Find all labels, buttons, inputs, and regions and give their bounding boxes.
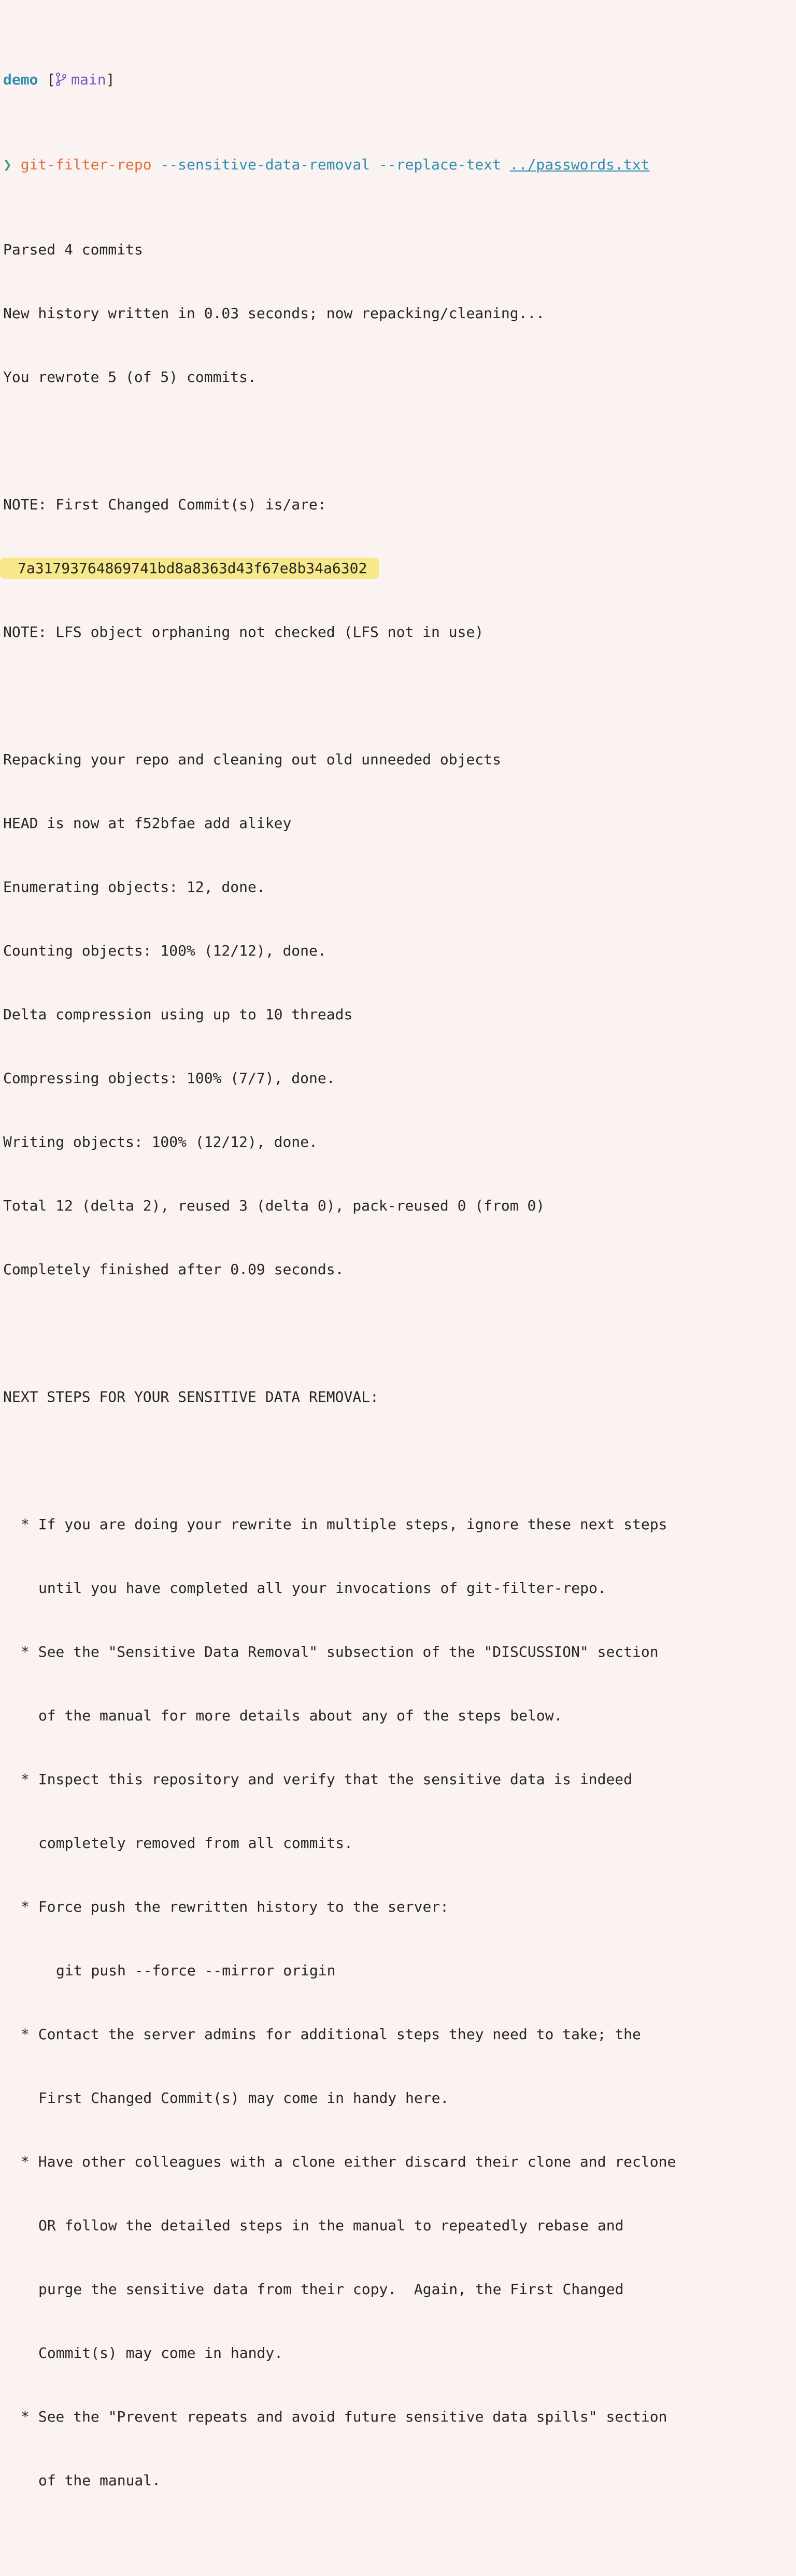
output-head: HEAD is now at f52bfae add alikey [3, 815, 292, 832]
output-delta: Delta compression using up to 10 threads [3, 1006, 353, 1023]
next-step-line: * See the "Prevent repeats and avoid future sensitive data spills" section [21, 2408, 667, 2425]
command-line [3, 154, 796, 175]
output-enumerating: Enumerating objects: 12, done. [3, 878, 265, 895]
next-step-line: * See the "Sensitive Data Removal" subsection of the "DISCUSSION" section [21, 1643, 659, 1660]
commit-hash-line [3, 558, 796, 579]
next-step-line: purge the sensitive data from their copy. Again, the First Changed [38, 2281, 624, 2298]
git-branch-icon [55, 72, 67, 87]
next-step-line: * Contact the server admins for additional steps they need to take; the [21, 2026, 641, 2043]
blank-line [3, 1322, 796, 1344]
output-parsed: Parsed 4 commits [3, 241, 143, 258]
next-steps-heading: NEXT STEPS FOR YOUR SENSITIVE DATA REMOVAL: [3, 1388, 379, 1405]
next-step-line: completely removed from all commits. [38, 1834, 353, 1852]
output-finished: Completely finished after 0.09 seconds. [3, 1261, 344, 1278]
output-writing: Writing objects: 100% (12/12), done. [3, 1133, 318, 1150]
next-step-line: until you have completed all your invocations of git-filter-repo. [38, 1579, 606, 1597]
output-note-lfs: NOTE: LFS object orphaning not checked (LFS not in use) [3, 623, 484, 641]
branch-name: main [71, 71, 106, 88]
prompt-branch [55, 71, 106, 88]
command-name: git-filter-repo [20, 156, 152, 173]
output-new-history: New history written in 0.03 seconds; now repacking/cleaning... [3, 305, 545, 322]
next-step-line: * Inspect this repository and verify that the sensitive data is indeed [21, 1771, 633, 1788]
next-steps-list [3, 1471, 796, 2534]
prompt-open-bracket: [ [47, 71, 56, 88]
output-counting: Counting objects: 100% (12/12), done. [3, 942, 326, 959]
command-arg-sensitive: --sensitive-data-removal [160, 156, 371, 173]
prompt-context-line [3, 69, 796, 90]
next-step-line: First Changed Commit(s) may come in handy here. [38, 2089, 449, 2107]
output-repacking: Repacking your repo and cleaning out old unneeded objects [3, 751, 501, 768]
next-step-line: of the manual for more details about any of the steps below. [38, 1707, 563, 1724]
output-compressing: Compressing objects: 100% (7/7), done. [3, 1070, 335, 1087]
prompt-close-bracket: ] [106, 71, 115, 88]
output-rewrote: You rewrote 5 (of 5) commits. [3, 368, 257, 386]
commit-hash-highlight[interactable]: 7a31793764869741bd8a8363d43f67e8b34a6302 [0, 558, 379, 579]
command-path-link[interactable]: ../passwords.txt [509, 156, 650, 173]
next-step-line: Commit(s) may come in handy. [38, 2344, 283, 2361]
output-total: Total 12 (delta 2), reused 3 (delta 0), pack-reused 0 (from 0) [3, 1197, 545, 1214]
next-step-line: * Have other colleagues with a clone either discard their clone and reclone [21, 2153, 676, 2170]
prompt-chevron-icon: ❯ [3, 156, 12, 173]
command-arg-replace: --replace-text [378, 156, 501, 173]
next-step-line: * Force push the rewritten history to the server: [21, 1898, 449, 1915]
next-step-line: OR follow the detailed steps in the manual to repeatedly rebase and [38, 2217, 624, 2234]
blank-line [3, 685, 796, 706]
next-step-line: * If you are doing your rewrite in multiple steps, ignore these next steps [21, 1516, 667, 1533]
next-step-line: of the manual. [38, 2472, 161, 2489]
blank-line [3, 430, 796, 451]
next-step-command: git push --force --mirror origin [56, 1962, 336, 1979]
prompt-directory: demo [3, 71, 38, 88]
output-note-first: NOTE: First Changed Commit(s) is/are: [3, 496, 326, 513]
